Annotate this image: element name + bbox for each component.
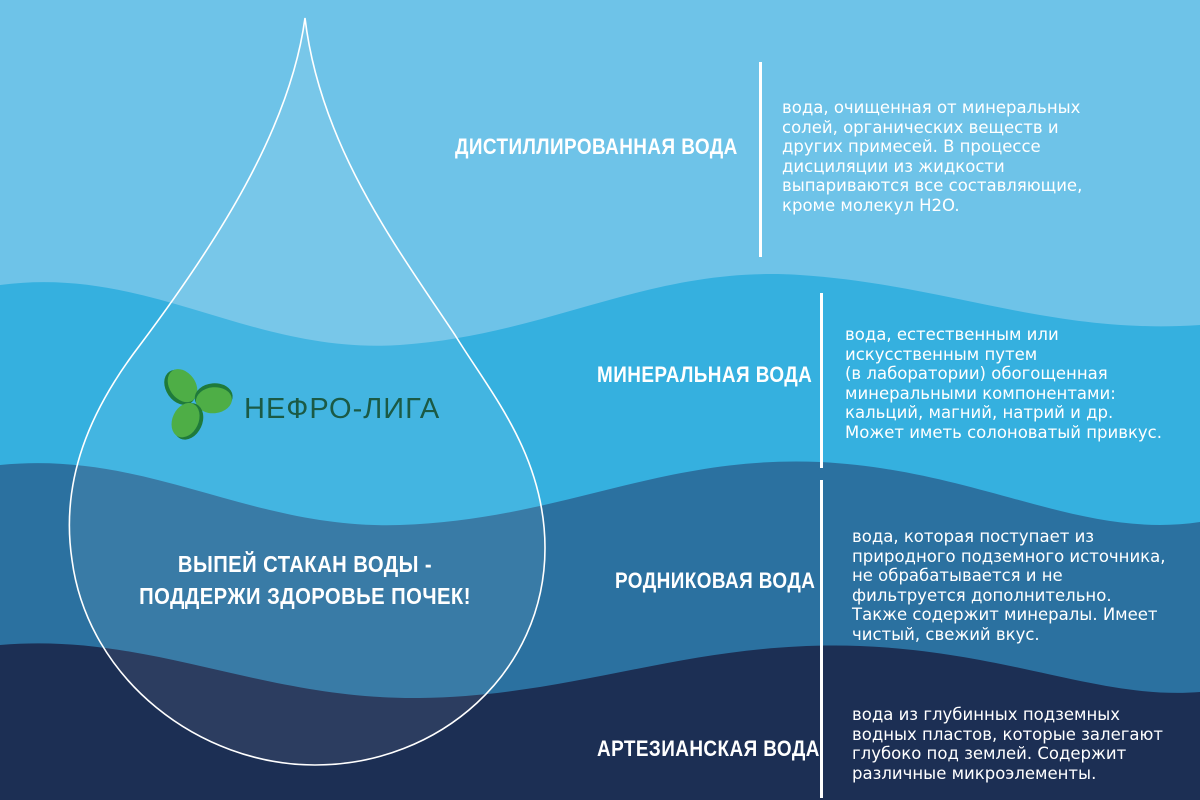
logo-text: НЕФРО-ЛИГА	[244, 393, 441, 425]
artesian-desc-line: глубоко под землей. Содержит	[852, 744, 1127, 763]
mineral-divider	[820, 293, 823, 468]
distilled-description	[782, 98, 1082, 215]
spring-divider	[820, 480, 823, 655]
slogan-line-1: ВЫПЕЙ СТАКАН ВОДЫ -	[177, 551, 433, 577]
spring-desc-line: Также содержит минералы. Имеет	[852, 605, 1158, 624]
artesian-description	[852, 705, 1163, 783]
spring-desc-line: чистый, свежий вкус.	[852, 624, 1040, 644]
artesian-divider	[820, 650, 823, 798]
spring-description	[852, 527, 1166, 644]
distilled-desc-line: выпариваются все составляющие,	[782, 176, 1083, 195]
distilled-title: ДИСТИЛЛИРОВАННАЯ ВОДА	[455, 134, 738, 159]
slogan	[105, 548, 505, 612]
artesian-desc-line: вода из глубинных подземных	[852, 705, 1121, 724]
distilled-desc-line: кроме молекул H2O.	[782, 195, 960, 215]
distilled-desc-line: вода, очищенная от минеральных	[782, 98, 1081, 117]
artesian-desc-line: водных пластов, которые залегают	[852, 724, 1164, 744]
mineral-desc-line: Может иметь солоноватый привкус.	[845, 422, 1162, 442]
artesian-title: АРТЕЗИАНСКАЯ ВОДА	[597, 736, 820, 761]
distilled-desc-line: других примесей. В процессе	[782, 137, 1041, 156]
mineral-desc-line: вода, естественным или	[845, 325, 1059, 344]
spring-desc-line: фильтруется дополнительно.	[852, 585, 1112, 605]
spring-title: РОДНИКОВАЯ ВОДА	[615, 568, 816, 593]
spring-desc-line: природного подземного источника,	[852, 546, 1166, 566]
mineral-desc-line: минеральными компонентами:	[845, 383, 1116, 403]
three-leaf-icon	[158, 366, 242, 444]
spring-desc-line: вода, которая поступает из	[852, 527, 1095, 546]
mineral-desc-line: искусственным путем	[845, 344, 1038, 364]
artesian-desc-line: различные микроэлементы.	[852, 763, 1097, 783]
mineral-desc-line: (в лаборатории) обогощенная	[845, 364, 1108, 383]
distilled-desc-line: солей, органических веществ и	[782, 117, 1059, 137]
slogan-line-2: ПОДДЕРЖИ ЗДОРОВЬЕ ПОЧЕК!	[139, 583, 471, 609]
distilled-divider	[759, 62, 762, 257]
mineral-description	[845, 325, 1162, 442]
mineral-desc-line: кальций, магний, натрий и др.	[845, 403, 1114, 422]
mineral-title: МИНЕРАЛЬНАЯ ВОДА	[597, 362, 813, 387]
distilled-desc-line: дисциляции из жидкости	[782, 156, 1005, 176]
spring-desc-line: не обрабатывается и не	[852, 566, 1063, 585]
